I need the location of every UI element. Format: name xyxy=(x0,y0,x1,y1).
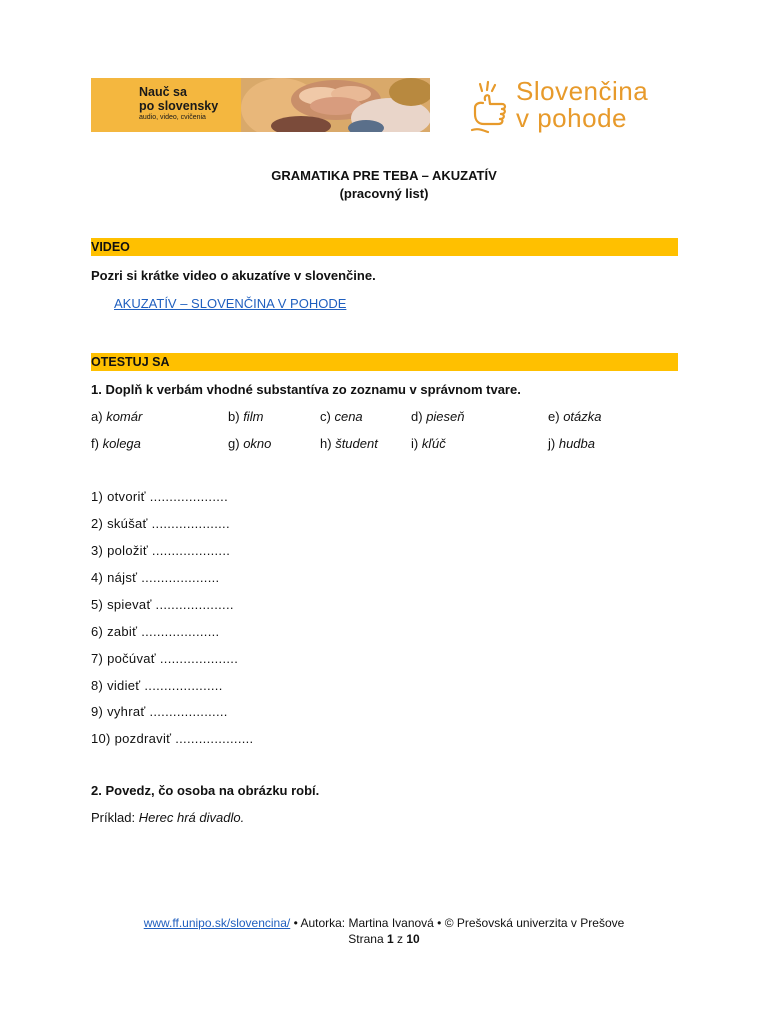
banner-line-2: po slovensky xyxy=(139,99,219,113)
option-e: e) otázka xyxy=(548,409,602,424)
option-g: g) okno xyxy=(228,436,272,451)
page-title: GRAMATIKA PRE TEBA – AKUZATÍV xyxy=(271,168,497,183)
course-banner xyxy=(91,78,430,132)
task-1-instruction: 1. Doplň k verbám vhodné substantíva zo zoznamu v správnom tvare. xyxy=(91,382,521,397)
page-number: Strana 1 z 10 xyxy=(348,932,420,946)
option-f: f) kolega xyxy=(91,436,141,451)
video-link[interactable]: AKUZATÍV – SLOVENČINA V POHODE xyxy=(114,296,347,311)
task-2-instruction: 2. Povedz, čo osoba na obrázku robí. xyxy=(91,783,320,798)
verb-item: 3) položiť .................... xyxy=(91,543,231,558)
example-line xyxy=(91,810,244,825)
footer-authorship: • Autorka: Martina Ivanová • © Prešovská univerzita v Prešove xyxy=(290,916,625,930)
example-text: Herec hrá divadlo. xyxy=(138,810,245,825)
video-instruction: Pozri si krátke video o akuzatíve v slovenčine. xyxy=(91,268,376,283)
section-header-video xyxy=(91,238,678,256)
example-label: Príklad: xyxy=(91,810,136,825)
verb-item: 6) zabiť .................... xyxy=(91,624,220,639)
section-header-test xyxy=(91,353,678,371)
verb-item: 7) počúvať .................... xyxy=(91,651,239,666)
option-c: c) cena xyxy=(320,409,363,424)
page-current: 1 xyxy=(386,932,394,946)
banner-line-1: Nauč sa xyxy=(139,85,187,99)
option-b: b) film xyxy=(228,409,264,424)
thumbs-up-hand-icon xyxy=(466,78,512,134)
option-j: j) hudba xyxy=(548,436,595,451)
logo-line-2: v pohode xyxy=(516,103,627,133)
footer-credits xyxy=(0,916,768,930)
verb-item: 8) vidieť .................... xyxy=(91,678,223,693)
verb-item: 9) vyhrať .................... xyxy=(91,704,228,719)
verb-item: 5) spievať .................... xyxy=(91,597,234,612)
hands-together-photo xyxy=(241,78,430,132)
banner-line-3: audio, video, cvičenia xyxy=(139,114,206,121)
option-i: i) kľúč xyxy=(411,436,446,451)
page-total: 10 xyxy=(406,932,420,946)
footer-url-link[interactable]: www.ff.unipo.sk/slovencina/ xyxy=(143,916,291,930)
section-header-video-label: VIDEO xyxy=(91,240,130,254)
option-a: a) komár xyxy=(91,409,143,424)
option-h: h) študent xyxy=(320,436,378,451)
section-header-test-label: OTESTUJ SA xyxy=(91,355,170,369)
verb-item: 10) pozdraviť .................... xyxy=(91,731,254,746)
logo-line-1: Slovenčina xyxy=(516,76,649,106)
option-d: d) pieseň xyxy=(411,409,465,424)
slovencina-v-pohode-logo xyxy=(466,76,676,136)
verb-item: 2) skúšať .................... xyxy=(91,516,230,531)
verb-item: 4) nájsť .................... xyxy=(91,570,220,585)
verb-item: 1) otvoriť .................... xyxy=(91,489,228,504)
page-subtitle: (pracovný list) xyxy=(339,186,429,201)
